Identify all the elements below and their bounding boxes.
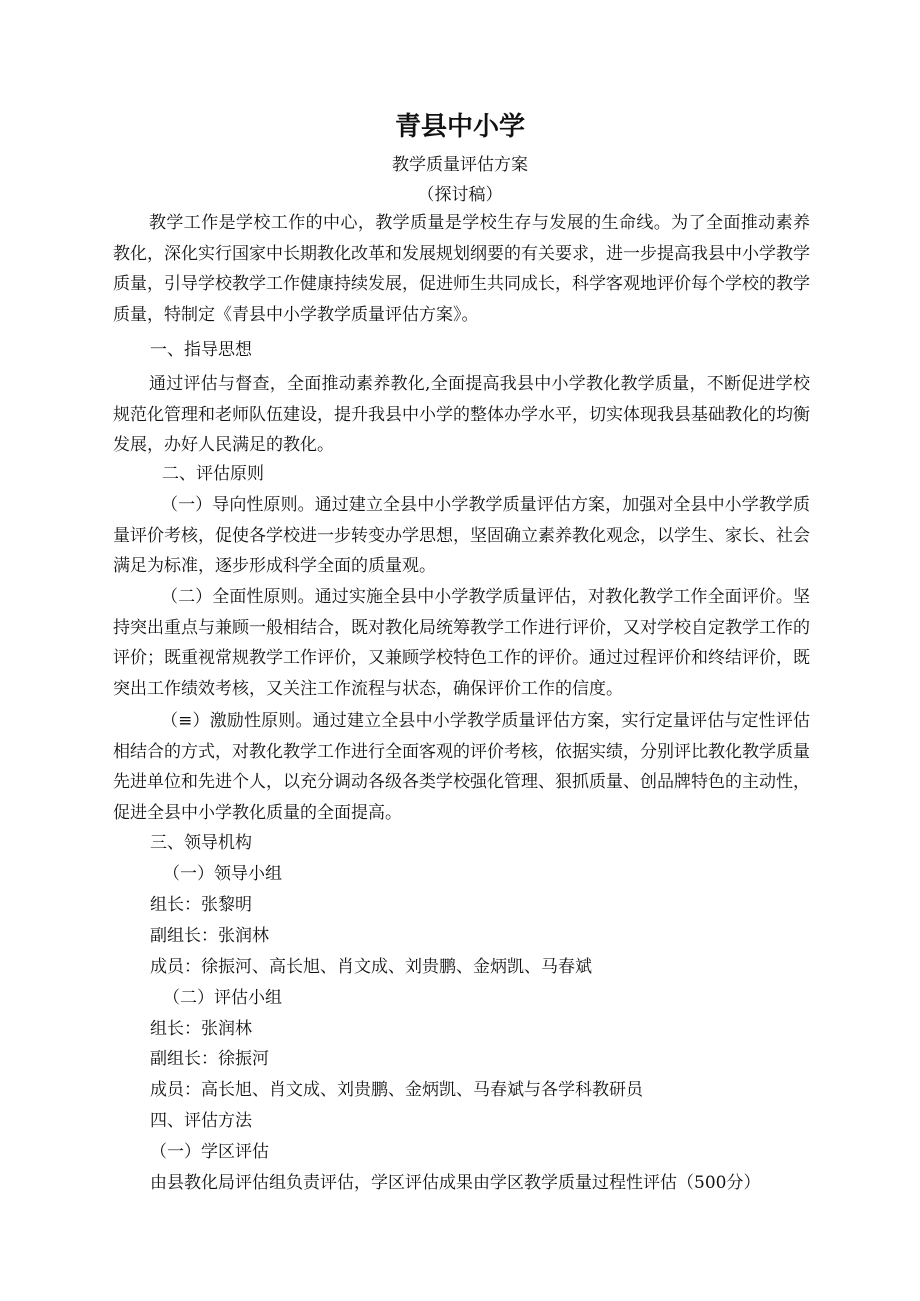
evaluation-group-leader: 组长：张润林 [150,1019,252,1039]
section1-heading: 一、指导思想 [150,340,252,360]
evaluation-group-heading: （二）评估小组 [163,988,282,1008]
district-evaluation-heading: （一）学区评估 [150,1142,269,1162]
leadership-group-members: 成员：徐振河、高长旭、肖文成、刘贵鹏、金炳凯、马春斌 [150,957,592,977]
section4-heading: 四、评估方法 [150,1111,252,1131]
draft-note: （探讨稿） [417,185,503,205]
document-subtitle: 教学质量评估方案 [392,155,528,175]
document-title: 青县中小学 [394,112,525,142]
evaluation-group-deputy: 副组长：徐振河 [150,1049,269,1069]
principle-incentive: （≡）激励性原则。通过建立全县中小学教学质量评估方案，实行定量评估与定性评估相结合的方式，对教化教学工作进行全面客观的评价考核，依据实绩，分别评比教化教学质量先进单位和先进个人，以充分调动各级各类学校强化管理、狠抓质量、创品牌特色的主动性，促进全县中小学教化质量的全面提高。 [113,711,810,823]
leadership-group-leader: 组长：张黎明 [150,895,252,915]
section2-heading: 二、评估原则 [162,464,264,484]
section1-body: 通过评估与督查，全面推动素养教化,全面提高我县中小学教化教学质量，不断促进学校规范化管理和老师队伍建设，提升我县中小学的整体办学水平，切实体现我县基础教化的均衡发展，办好人民满足的教化。 [113,374,810,455]
leadership-group-deputy: 副组长：张润林 [150,926,269,946]
evaluation-group-members: 成员：高长旭、肖文成、刘贵鹏、金炳凯、马春斌与各学科教研员 [150,1080,643,1100]
principle-comprehensive: （二）全面性原则。通过实施全县中小学教学质量评估，对教化教学工作全面评价。坚持突出重点与兼顾一般相结合，既对教化局统筹教学工作进行评价，又对学校自定教学工作的评价；既重视常规教学工作评价，又兼顾学校特色工作的评价。通过过程评价和终结评价，既突出工作绩效考核，又关注工作流程与状态，确保评价工作的信度。 [113,587,810,699]
intro-paragraph: 教学工作是学校工作的中心，教学质量是学校生存与发展的生命线。为了全面推动素养教化，深化实行国家中长期教化改革和发展规划纲要的有关要求，进一步提高我县中小学教学质量，引导学校教学工作健康持续发展，促进师生共同成长，科学客观地评价每个学校的教学质量，特制定《青县中小学教学质量评估方案》。 [113,213,810,325]
principle-guidance: （一）导向性原则。通过建立全县中小学教学质量评估方案，加强对全县中小学教学质量评价考核，促使各学校进一步转变办学思想，坚固确立素养教化观念，以学生、家长、社会满足为标准，逐步形成科学全面的质量观。 [113,495,810,576]
leadership-group-heading: （一）领导小组 [163,864,282,884]
section3-heading: 三、领导机构 [150,833,252,853]
district-evaluation-body: 由县教化局评估组负责评估，学区评估成果由学区教学质量过程性评估（500分） [150,1173,761,1193]
